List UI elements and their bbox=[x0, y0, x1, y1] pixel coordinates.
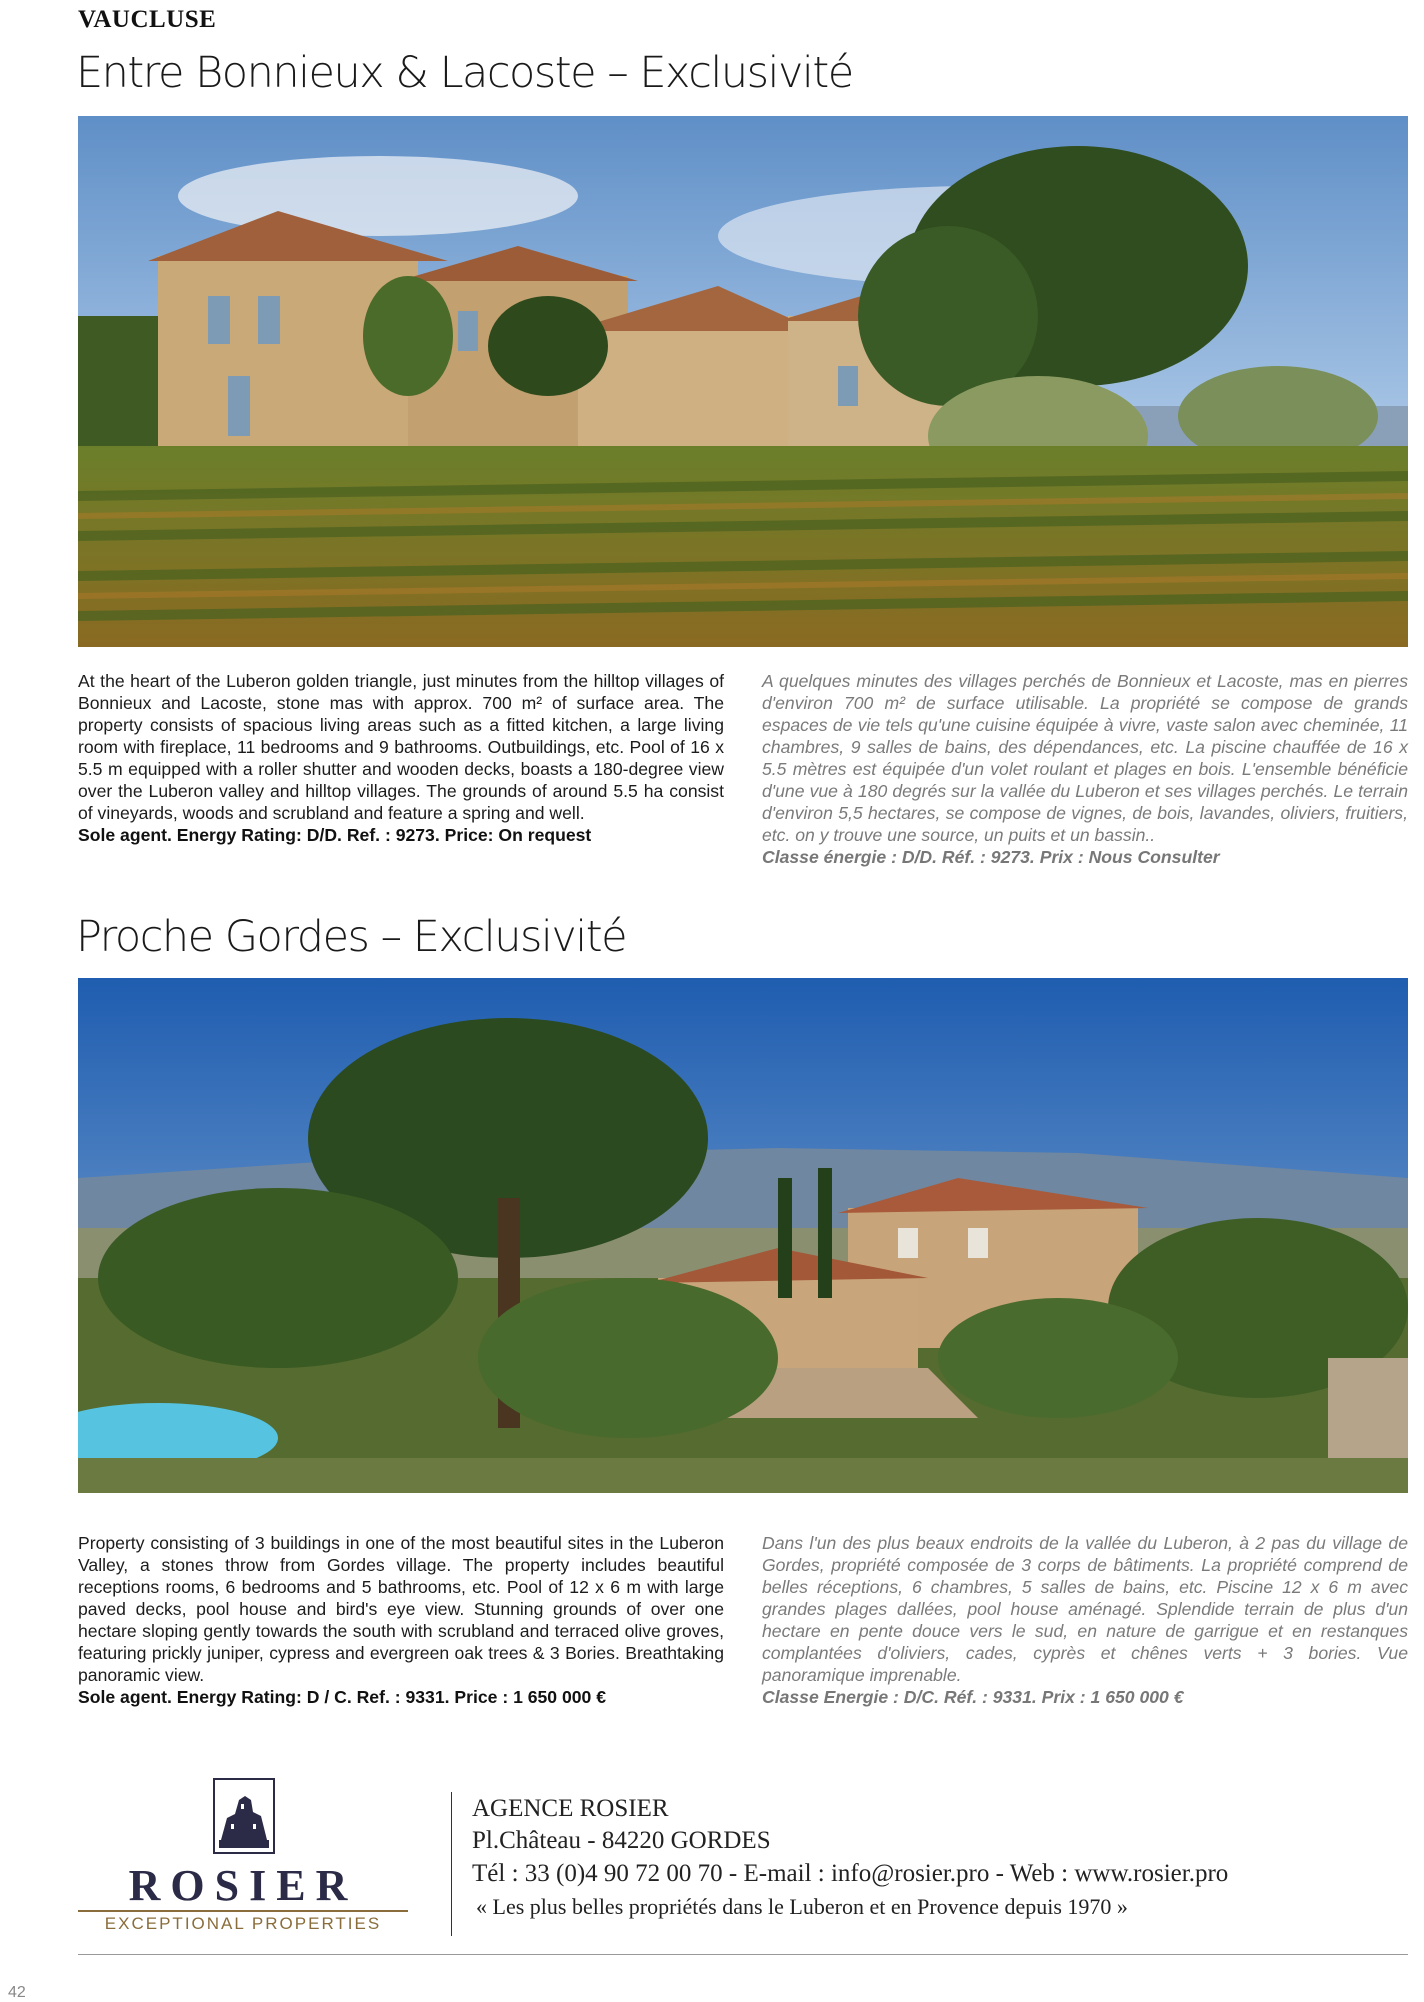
listing-1-french bbox=[762, 670, 1408, 868]
listing-1-title: Entre Bonnieux & Lacoste – Exclusivité bbox=[76, 48, 853, 98]
page-number: 42 bbox=[8, 1984, 26, 2001]
listing-2-english-summary: Sole agent. Energy Rating: D / C. Ref. : 9331. Price : 1 650 000 € bbox=[78, 1687, 607, 1707]
agency-divider bbox=[451, 1792, 452, 1936]
listing-2-title: Proche Gordes – Exclusivité bbox=[76, 912, 627, 962]
stone-house-with-pine-tree-and-pool-photo bbox=[78, 978, 1408, 1493]
listing-2-french-body: Dans l'un des plus beaux endroits de la vallée du Luberon, à 2 pas du village de Gordes, propriété composée de 3 corps de bâtiments. La propriété comprend de belles réceptions, 6 chambres, 5 salles de bains, etc. Piscine 12 x 6 m avec grandes plages dallées, pool house aménagé. Splendide terrain de plus d'un hectare en pente douce vers le sud, en nature de garrigue et en restanques complantées d'oliviers, cades, cyprès et chênes verts + 3 bories. Vue panoramique imprenable. bbox=[762, 1533, 1408, 1685]
listing-2-french bbox=[762, 1532, 1408, 1708]
brand-divider bbox=[78, 1910, 408, 1912]
brand-name: ROSIER bbox=[128, 1861, 358, 1910]
agency-slogan: « Les plus belles propriétés dans le Luberon et en Provence depuis 1970 » bbox=[476, 1894, 1128, 1919]
listing-2-english bbox=[78, 1532, 724, 1708]
rosier-chateau-logo-icon bbox=[213, 1778, 275, 1854]
listing-2-french-summary: Classe Energie : D/C. Réf. : 9331. Prix : 1 650 000 € bbox=[762, 1687, 1184, 1707]
listing-1-english-body: At the heart of the Luberon golden triangle, just minutes from the hilltop villages of Bonnieux and Lacoste, stone mas with approx. 700 m² of surface area. The property consists of spacious living areas such as a fitted kitchen, a large living room with fireplace, 11 bedrooms and 9 bathrooms. Outbuildings, etc. Pool of 16 x 5.5 m equipped with a roller shutter and wooden decks, boasts a 180-degree view over the Luberon valley and hilltop villages. The grounds of around 5.5 ha consist of vineyards, woods and scrubland and feature a spring and well. bbox=[78, 671, 724, 823]
footer-rule bbox=[78, 1954, 1408, 1955]
agency-contact: Tél : 33 (0)4 90 72 00 70 - E-mail : info@rosier.pro - Web : www.rosier.pro bbox=[472, 1860, 1229, 1887]
listing-1-english-summary: Sole agent. Energy Rating: D/D. Ref. : 9273. Price: On request bbox=[78, 825, 592, 845]
agency-address: Pl.Château - 84220 GORDES bbox=[472, 1827, 771, 1854]
rosier-logo bbox=[78, 1764, 408, 1934]
listing-1-french-body: A quelques minutes des villages perchés de Bonnieux et Lacoste, mas en pierres d'environ 700 m² de surface utilisable. La propriété se compose de grands espaces de vie tels qu'une cuisine équipée à vivre, vaste salon avec cheminée, 11 chambres, 9 salles de bains, des dépendances, etc. La piscine chauffée de 16 x 5.5 mètres est équipée d'un volet roulant et plages en bois. L'ensemble bénéficie d'une vue à 180 degrés sur la vallée du Luberon et ses villages perchés. Le terrain d'environ 5,5 hectares, se compose de vignes, de bois, lavandes, oliviers, fruitiers, etc. on y trouve une source, un puits et un bassin.. bbox=[762, 671, 1408, 845]
agency-name: AGENCE ROSIER bbox=[472, 1795, 669, 1822]
listing-2-english-body: Property consisting of 3 buildings in one of the most beautiful sites in the Luberon Valley, a stones throw from Gordes village. The property includes beautiful receptions rooms, 6 bedrooms and 5 bathrooms, etc. Pool of 12 x 6 m with large paved decks, pool house and bird's eye view. Stunning grounds of over one hectare sloping gently towards the south with scrubland and terraced olive groves, featuring prickly juniper, cypress and evergreen oak trees & 3 Bories. Breathtaking panoramic view. bbox=[78, 1533, 724, 1685]
region-heading: VAUCLUSE bbox=[78, 6, 217, 33]
brand-tagline: EXCEPTIONAL PROPERTIES bbox=[104, 1914, 382, 1933]
listing-1-french-summary: Classe énergie : D/D. Réf. : 9273. Prix : Nous Consulter bbox=[762, 847, 1220, 867]
listing-1-english bbox=[78, 670, 724, 846]
provencal-stone-mas-with-vineyard-photo bbox=[78, 116, 1408, 647]
